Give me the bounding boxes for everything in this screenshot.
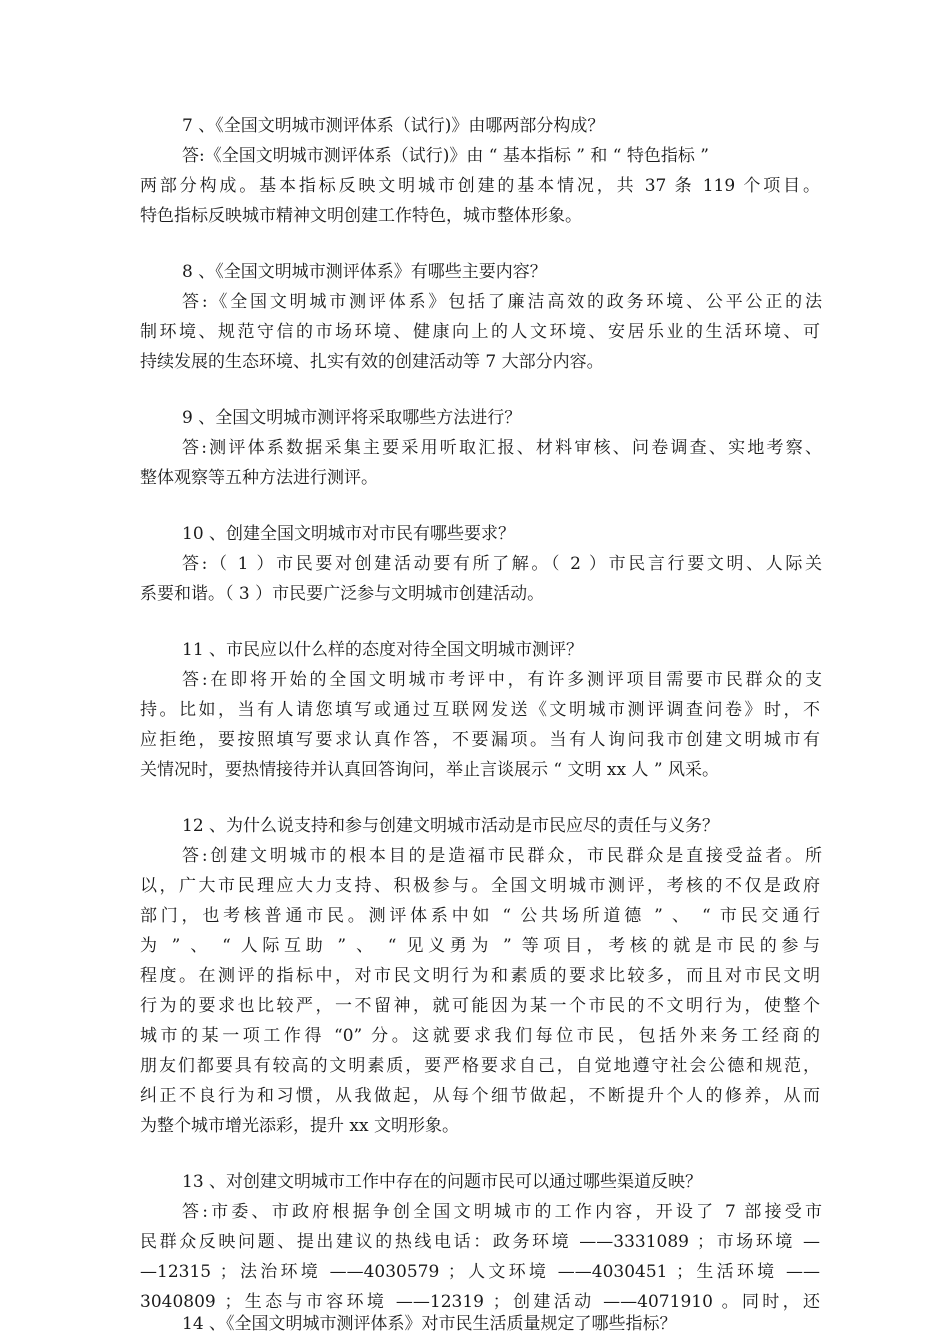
answer-7-line-1: 答:《全国文明城市测评体系（试行)》由 “ 基本指标 ” 和 “ 特色指标 ” <box>182 146 709 166</box>
answer-12-line-8: 朋友们都要具有较高的文明素质，要严格要求自己，自觉地遵守社会公德和规范， <box>140 1056 820 1076</box>
answer-8-line-1: 答:《全国文明城市测评体系》包括了廉洁高效的政务环境、公平公正的法 <box>182 292 822 312</box>
answer-12-line-10: 为整个城市增光添彩，提升 xx 文明形象。 <box>140 1116 459 1136</box>
question-11: 11 、市民应以什么样的态度对待全国文明城市测评？ <box>182 640 584 660</box>
question-12: 12 、为什么说支持和参与创建文明城市活动是市民应尽的责任与义务？ <box>182 816 720 836</box>
answer-12-line-5: 程度。在测评的指标中，对市民文明行为和素质的要求比较多，而且对市民文明 <box>140 966 820 986</box>
answer-12-line-4: 为 ” 、 “ 人际互助 ” 、 “ 见义勇为 ” 等项目，考核的就是市民的参与 <box>140 936 820 956</box>
question-13: 13 、对创建文明城市工作中存在的问题市民可以通过哪些渠道反映？ <box>182 1172 703 1192</box>
question-9: 9 、全国文明城市测评将采取哪些方法进行？ <box>182 408 522 428</box>
answer-12-line-1: 答:创建文明城市的根本目的是造福市民群众，市民群众是直接受益者。所 <box>182 846 822 866</box>
answer-12-line-3: 部门，也考核普通市民。测评体系中如 “ 公共场所道德 ” 、 “ 市民交通行 <box>140 906 820 926</box>
answer-7-line-3: 特色指标反映城市精神文明创建工作特色，城市整体形象。 <box>140 206 582 226</box>
answer-11-line-2: 持。比如，当有人请您填写或通过互联网发送《文明城市测评调查问卷》时，不 <box>140 700 820 720</box>
answer-11-line-1: 答:在即将开始的全国文明城市考评中，有许多测评项目需要市民群众的支 <box>182 670 822 690</box>
answer-8-line-3: 持续发展的生态环境、扎实有效的创建活动等 7 大部分内容。 <box>140 352 604 372</box>
answer-13-line-3: —12315 ；法治环境 ——4030579 ；人文环境 ——4030451 ；生活环境 —— <box>140 1262 820 1282</box>
answer-11-line-3: 应拒绝，要按照填写要求认真作答，不要漏项。当有人询问我市创建文明城市有 <box>140 730 820 750</box>
question-8: 8 、《全国文明城市测评体系》有哪些主要内容？ <box>182 262 547 282</box>
answer-12-line-9: 纠正不良行为和习惯，从我做起，从每个细节做起，不断提升个人的修养，从而 <box>140 1086 820 1106</box>
answer-11-line-4: 关情况时，要热情接待并认真回答询问，举止言谈展示 “ 文明 xx 人 ” 风采。 <box>140 760 719 780</box>
question-7: 7 、《全国文明城市测评体系（试行)》由哪两部分构成？ <box>182 116 605 136</box>
answer-9-line-1: 答:测评体系数据采集主要采用听取汇报、材料审核、问卷调查、实地考察、 <box>182 438 822 458</box>
answer-12-line-7: 城市的某一项工作得 “0” 分。这就要求我们每位市民，包括外来务工经商的 <box>140 1026 820 1046</box>
answer-9-line-2: 整体观察等五种方法进行测评。 <box>140 468 378 488</box>
answer-12-line-2: 以，广大市民理应大力支持、积极参与。全国文明城市测评，考核的不仅是政府 <box>140 876 820 896</box>
answer-7-line-2: 两部分构成。基本指标反映文明城市创建的基本情况，共 37 条 119 个项目。 <box>140 176 820 196</box>
answer-13-line-2: 民群众反映问题、提出建议的热线电话：政务环境 ——3331089 ；市场环境 — <box>140 1232 820 1252</box>
answer-10-line-2: 系要和谐。（ 3 ）市民要广泛参与文明城市创建活动。 <box>140 584 545 604</box>
answer-10-line-1: 答:（ 1 ）市民要对创建活动要有所了解。（ 2 ）市民言行要文明、人际关 <box>182 554 822 574</box>
question-10: 10 、创建全国文明城市对市民有哪些要求？ <box>182 524 516 544</box>
question-14: 14 、《全国文明城市测评体系》对市民生活质量规定了哪些指标？ <box>182 1314 677 1334</box>
answer-12-line-6: 行为的要求也比较严，一不留神，就可能因为某一个市民的不文明行为，使整个 <box>140 996 820 1016</box>
answer-8-line-2: 制环境、规范守信的市场环境、健康向上的人文环境、安居乐业的生活环境、可 <box>140 322 820 342</box>
answer-13-line-1: 答:市委、市政府根据争创全国文明城市的工作内容，开设了 7 部接受市 <box>182 1202 822 1222</box>
answer-13-line-4: 3040809 ；生态与市容环境 ——12319 ；创建活动 ——4071910 。同时，还 <box>140 1292 820 1312</box>
